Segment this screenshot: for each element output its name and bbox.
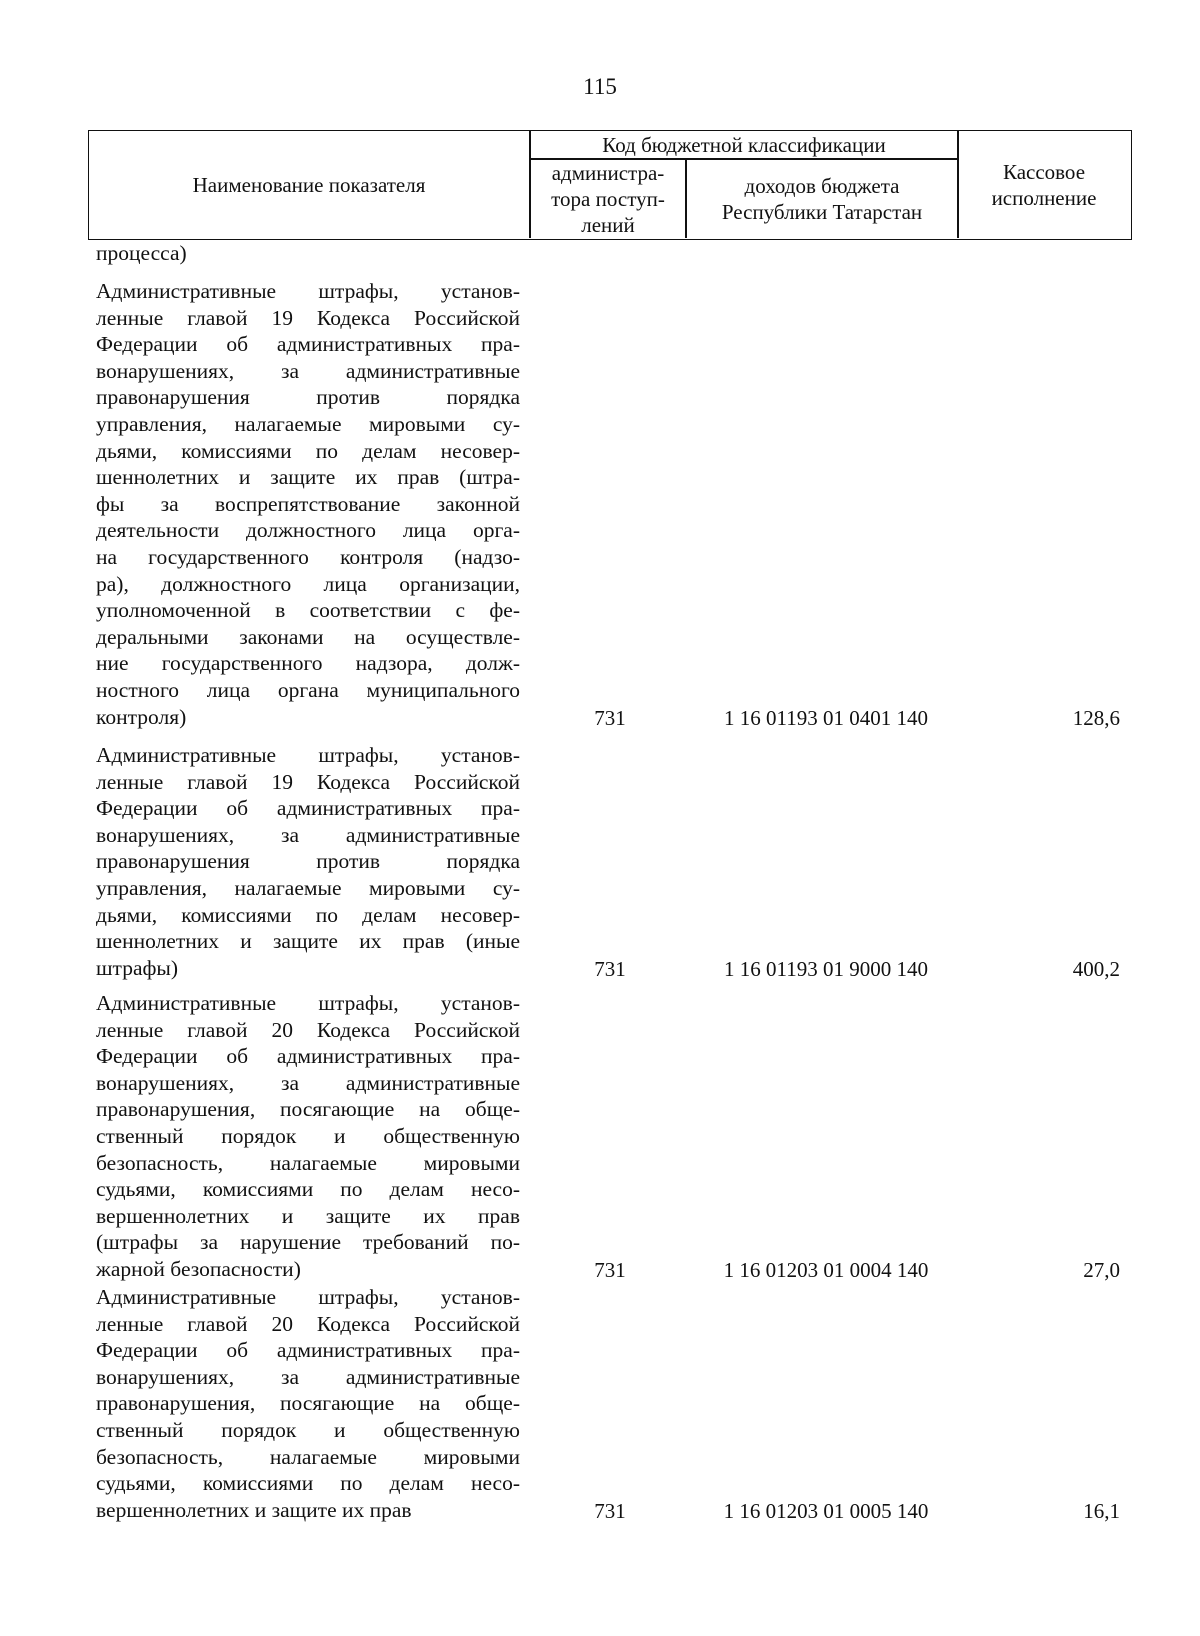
header-code-line: доходов бюджета [744, 173, 900, 198]
indicator-name-line: Федерации об административных пра- [96, 1338, 520, 1363]
indicator-name-line: ленные главой 19 Кодекса Российской [96, 305, 520, 330]
indicator-name [96, 278, 520, 730]
indicator-name-line: фы за воспрепятствование законной [96, 491, 520, 516]
indicator-name-line: жарной безопасности) [96, 1256, 301, 1281]
header-amount-line: Кассовое [1002, 159, 1086, 184]
indicator-name [96, 990, 520, 1283]
header-divider [529, 158, 958, 160]
indicator-name-line: безопасность, налагаемые мировыми [96, 1444, 520, 1469]
header-admin-line: лений [581, 212, 635, 237]
table-header [88, 130, 1132, 240]
admin-code: 731 [594, 956, 626, 981]
indicator-name-line: судьями, комиссиями по делам несо- [96, 1177, 520, 1202]
budget-code: 1 16 01203 01 0004 140 [723, 1258, 929, 1282]
header-admin-line: тора поступ- [551, 186, 665, 211]
indicator-name-line: дьями, комиссиями по делам несовер- [96, 438, 520, 463]
indicator-name-line: ленные главой 20 Кодекса Российской [96, 1017, 520, 1042]
indicator-name-line: вонарушениях, за административные [96, 358, 520, 383]
indicator-name [96, 1284, 520, 1523]
indicator-name-line: шеннолетних и защите их прав (штра- [96, 465, 520, 490]
indicator-name-line: ностного лица органа муниципального [96, 677, 520, 702]
indicator-name-line: ственный порядок и общественную [96, 1123, 520, 1148]
header-divider [957, 131, 959, 238]
indicator-name-line: вонарушениях, за административные [96, 1364, 520, 1389]
admin-code: 731 [594, 1258, 626, 1282]
header-divider [529, 131, 531, 238]
budget-code: 1 16 01203 01 0005 140 [723, 1498, 929, 1523]
indicator-name-line: вершеннолетних и защите их прав [96, 1497, 412, 1522]
indicator-name-line: на государственного контроля (надзо- [96, 544, 520, 569]
indicator-name-line: Административные штрафы, установ- [96, 991, 520, 1015]
indicator-name-line: управления, налагаемые мировыми су- [96, 875, 520, 900]
header-amount-line: исполнение [991, 185, 1097, 210]
header-name-column: Наименование показателя [192, 172, 426, 197]
indicator-name-line: безопасность, налагаемые мировыми [96, 1150, 520, 1175]
indicator-name-line: правонарушения против порядка [96, 385, 520, 410]
admin-code: 731 [594, 705, 626, 730]
indicator-name-line: контроля) [96, 704, 187, 729]
amount-value: 27,0 [1083, 1258, 1120, 1282]
amount-value: 400,2 [1072, 956, 1120, 981]
indicator-name-line: Административные штрафы, установ- [96, 279, 520, 303]
header-code-column [686, 159, 958, 238]
page-number: 115 [583, 74, 617, 99]
continuation-text: процесса) [96, 241, 187, 265]
indicator-name-line: Федерации об административных пра- [96, 332, 520, 357]
indicator-name-line: уполномоченной в соответствии с фе- [96, 598, 520, 623]
indicator-name-line: (штрафы за нарушение требований по- [96, 1230, 520, 1255]
indicator-name-line: дьями, комиссиями по делам несовер- [96, 902, 520, 927]
indicator-name-line: Административные штрафы, установ- [96, 743, 520, 767]
indicator-name-line: ра), должностного лица организации, [96, 571, 520, 596]
header-code-line: Республики Татарстан [721, 199, 923, 224]
header-admin-line: администра- [551, 160, 665, 185]
budget-code: 1 16 01193 01 0401 140 [724, 705, 928, 730]
indicator-name-line: деральными законами на осуществле- [96, 624, 520, 649]
indicator-name-line: вершеннолетних и защите их прав [96, 1203, 520, 1228]
amount-value: 128,6 [1072, 705, 1120, 730]
indicator-name-line: деятельности должностного лица орга- [96, 518, 520, 543]
header-admin-column [530, 159, 686, 238]
indicator-name-line: правонарушения, посягающие на обще- [96, 1391, 520, 1416]
indicator-name-line: вонарушениях, за административные [96, 822, 520, 847]
indicator-name-line: вонарушениях, за административные [96, 1070, 520, 1095]
indicator-name-line: ленные главой 20 Кодекса Российской [96, 1311, 520, 1336]
indicator-name-line: ленные главой 19 Кодекса Российской [96, 769, 520, 794]
indicator-name-line: ние государственного надзора, долж- [96, 651, 520, 676]
indicator-name-line: ственный порядок и общественную [96, 1417, 520, 1442]
indicator-name-line: Административные штрафы, установ- [96, 1285, 520, 1309]
header-amount-column [958, 131, 1130, 238]
indicator-name-line: управления, налагаемые мировыми су- [96, 411, 520, 436]
indicator-name-line: правонарушения против порядка [96, 849, 520, 874]
indicator-name-line: судьями, комиссиями по делам несо- [96, 1471, 520, 1496]
indicator-name [96, 742, 520, 981]
amount-value: 16,1 [1083, 1498, 1120, 1523]
indicator-name-line: правонарушения, посягающие на обще- [96, 1097, 520, 1122]
indicator-name-line: штрафы) [96, 955, 179, 980]
indicator-name-line: шеннолетних и защите их прав (иные [96, 929, 520, 954]
header-group-title: Код бюджетной классификации [602, 133, 886, 157]
header-divider [685, 159, 687, 238]
budget-code: 1 16 01193 01 9000 140 [724, 956, 928, 981]
admin-code: 731 [594, 1498, 626, 1523]
indicator-name-line: Федерации об административных пра- [96, 796, 520, 821]
indicator-name-line: Федерации об административных пра- [96, 1044, 520, 1069]
